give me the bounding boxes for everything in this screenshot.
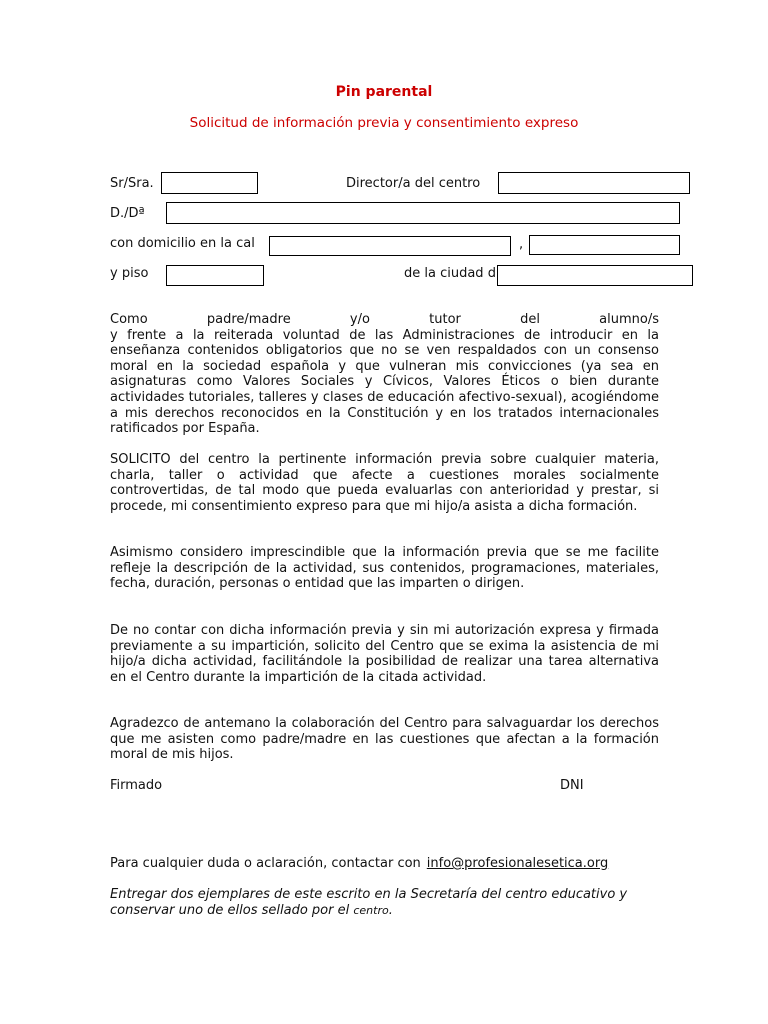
contact-text: Para cualquier duda o aclaración, contactar con [110, 856, 421, 871]
paragraph-1-first-line: Como padre/madre y/o tutor del alumno/s [110, 312, 659, 327]
paragraph-1 [110, 312, 659, 437]
piso-label: y piso [110, 266, 149, 281]
piso-field[interactable] [166, 265, 264, 286]
paragraph-4: De no contar con dicha información previa y sin mi autorización expresa y firmada previamente a su impartición, solicito del Centro que se exima la asistencia de mi hijo/a dicha actividad, facilitándole la posibilidad de realizar una tarea alternativa en el Centro durante la impartición de la citada actividad. [110, 623, 659, 685]
delivery-note-end: . [388, 903, 393, 918]
paragraph-1-body: y frente a la reiterada voluntad de las Administraciones de introducir en la enseñanza contenidos obligatorios que no se ven respaldados con un consenso moral en la sociedad española y que vulneran mis convicciones (ya sea en asignaturas como Valores Sociales y Cívicos, Valores Éticos o bien durante actividades tutoriales, talleres y clases de educación afectivo-sexual), acogiéndome a mis derechos reconocidos en la Constitución y en los tratados internacionales ratificados por España. [110, 327, 659, 437]
dd-name-field[interactable] [166, 202, 680, 224]
document-subtitle: Solicitud de información previa y consentimiento expreso [189, 115, 579, 131]
delivery-note [110, 887, 670, 919]
paragraph-2: SOLICITO del centro la pertinente información previa sobre cualquier materia, charla, taller o actividad que afecte a cuestiones morales socialmente controvertidas, de tal modo que pueda evaluarlas con anterioridad y prestar, si procede, mi consentimiento expreso para que mi hijo/a asista a dicha formación. [110, 452, 659, 514]
sr-label: Sr/Sra. [110, 176, 154, 191]
city-field[interactable] [497, 265, 693, 286]
dd-label: D./Dª [110, 206, 145, 221]
paragraph-5: Agradezco de antemano la colaboración del Centro para salvaguardar los derechos que me asisten como padre/madre en las cuestiones que afectan a la formación moral de mis hijos. [110, 716, 659, 763]
contact-email-link[interactable]: info@profesionalesetica.org [426, 856, 609, 871]
comma-separator: , [519, 237, 524, 252]
document-title: Pin parental [335, 84, 433, 100]
domicilio-label: con domicilio en la cal [110, 236, 255, 251]
director-field[interactable] [498, 172, 690, 194]
paragraph-3: Asimismo considero imprescindible que la información previa que se me facilite refleje la descripción de la actividad, sus contenidos, programaciones, materiales, fecha, duración, personas o entidad que las imparten o dirigen. [110, 545, 659, 592]
number-field[interactable] [529, 235, 680, 255]
ciudad-label: de la ciudad d [404, 266, 496, 281]
contact-line [110, 856, 608, 871]
dni-label: DNI [560, 778, 584, 793]
director-label: Director/a del centro [346, 176, 481, 191]
delivery-note-small: centro [353, 904, 389, 917]
sr-name-field[interactable] [161, 172, 258, 194]
street-field[interactable] [269, 236, 511, 256]
delivery-note-main: Entregar dos ejemplares de este escrito en la Secretaría del centro educativo y conservar uno de ellos sellado por el [110, 887, 628, 918]
firmado-label: Firmado [110, 778, 163, 793]
